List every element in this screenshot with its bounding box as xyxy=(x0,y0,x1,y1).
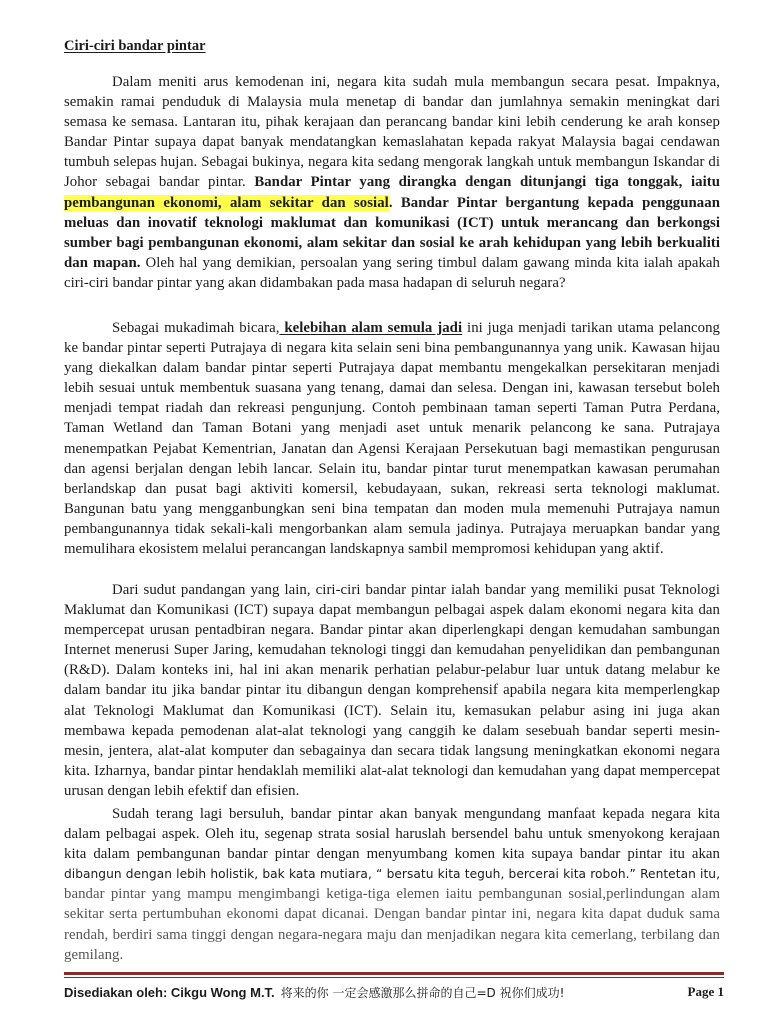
page-footer xyxy=(64,984,724,1004)
p4-conclusion: bandar pintar yang mampu mengimbangi ketiga-tiga elemen iaitu pembangunan sosial,perlindungan alam sekitar serta pertumbuhan ekonomi dapat dicanai. Dengan bandar pintar ini, negara kita dapat duduk sama rendah, berdiri sama tinggi dengan negara-negara maju dan menjadikan negara kita cemerlang, terbilang dan gemilang. xyxy=(64,886,720,963)
p2-key-point: kelebihan alam semula jadi xyxy=(279,320,463,336)
p1-intro: Dalam meniti arus kemodenan ini, negara kita sudah mula membangun secara pesat. Impaknya, semakin ramai penduduk di Malaysia mula menetap di bandar dan jumlahnya semakin meningkat dari semasa ke semasa. Lantaran itu, pihak kerajaan dan perancang bandar kini lebih cenderung ke arah konsep Bandar Pintar supaya dapat banyak mendatangkan kemaslahatan kepada rakyat Malaysia bagai cendawan tumbuh selepas hujan. Sebagai bukinya, negara kita sedang mengorak langkah untuk membangun Iskandar di Johor sebagai bandar pintar. xyxy=(64,74,720,191)
footer-credit xyxy=(64,984,564,1001)
p1-highlight: pembangunan ekonomi, alam sekitar dan sosial xyxy=(64,194,389,211)
p2-body: ini juga menjadi tarikan utama pelancong ke bandar pintar seperti Putrajaya di negara kita selain seni bina pembangunannya yang unik. Kawasan hijau yang diekalkan dalam bandar pintar seperti Putrajaya dapat membantu mengekalkan persekitaran menjadi lebih sesuai untuk membentuk suasana yang tenang, damai dan selesa. Dengan ini, kawasan tersebut boleh menjadi tempat riadah dan rekreasi pengunjung. Contoh pembinaan taman seperti Taman Putra Perdana, Taman Wetland dan Taman Botani yang menjadi aset untuk menarik pelancong ke sana. Putrajaya menempatkan Pejabat Kementrian, Janatan dan Agensi Kerajaan Persekutuan bagi memastikan pengurusan dan agensi berjalan dengan lebih lancar. Selain itu, bandar pintar turut menempatkan kawasan perumahan berlandskap dan pusat bagi aktiviti komersil, kebudayaan, sukan, rekreasi serta teknologi maklumat. Bangunan batu yang mengganbungkan seni bina tempatan dan moden mula memenuhi Putrajaya namun pembangunannya tidak sekali-kali mengorbankan alam semula jadinya. Putrajaya meruapkan bandar yang memulihara ekosistem melalui perancangan landskapnya sambil mempromosi kehidupan yang aktif. xyxy=(64,320,721,558)
p1-bold-lead: Bandar Pintar yang dirangka dengan ditunjangi tiga tonggak, iaitu xyxy=(254,174,720,191)
p4-body: Sudah terang lagi bersuluh, bandar pintar akan banyak mengundang manfaat kepada negara kita dalam pelbagai aspek. Oleh itu, segenap strata sosial haruslah bersendel bahu untuk smenyokong kerajaan kita dalam pembangunan bandar pintar dengan menyumbang komen kita supaya bandar pintar itu akan xyxy=(64,806,720,863)
paragraph-3: Dari sudut pandangan yang lain, ciri-ciri bandar pintar ialah bandar yang memiliki pusat Teknologi Maklumat dan Komunikasi (ICT) supaya dapat membangun pelbagai aspek dalam ekonomi negara kita dan mempercepat urusan pentadbiran negara. Bandar pintar akan diperlengkapi dengan kemudahan sambungan Internet menerusi Super Jaring, kemudahan teknologi tinggi dan kemudahan penyelidikan dan pembangunan (R&D). Dalam konteks ini, hal ini akan menarik perhatian pelabur-pelabur luar untuk datang melabur ke dalam bandar itu jika bandar pintar itu dibangun dengan komprehensif apabila negara kita memperlengkap alat Teknologi Maklumat dan Komunikasi (ICT). Selain itu, kemasukan pelabur asing ini juga akan membawa kepada pemodenan alat-alat teknologi yang canggih ke dalam sesebuah bandar seperti mesin-mesin, jentera, alat-alat komputer dan sebagainya dan secara tidak langsung meningkatkan ekonomi negara kita. Izharnya, bandar pintar hendaklah memiliki alat-alat teknologi dan kemudahan yang dapat mempercepat urusan dengan lebih efektif dan efisien. xyxy=(64,582,720,799)
footer-motto: 将来的你 一定会感激那么拼命的自己=D 祝你们成功! xyxy=(280,986,565,1000)
footer-rule-thick xyxy=(64,972,724,975)
p2-opening: Sebagai mukadimah bicara, xyxy=(112,320,280,336)
p4-proverb: dibangun dengan lebih holistik, bak kata mutiara, “ bersatu kita teguh, bercerai kita roboh.” Rentetan itu, xyxy=(64,867,720,882)
paragraph-2 xyxy=(64,318,720,559)
paragraph-1 xyxy=(64,72,720,293)
document-title: Ciri-ciri bandar pintar xyxy=(64,38,206,54)
p1-bold-thesis: . Bandar Pintar bergantung kepada penggunaan meluas dan inovatif teknologi maklumat dan komunikasi (ICT) untuk merancang dan berkongsi sumber bagi pembangunan ekonomi, alam sekitar dan sosial ke arah kehidupan yang lebih berkualiti dan mapan. xyxy=(64,194,720,271)
p1-question: Oleh hal yang demikian, persoalan yang sering timbul dalam gawang minda kita ialah apakah ciri-ciri bandar pintar yang akan didambakan pada masa hadapan di seluruh negara? xyxy=(64,254,720,291)
paragraph-4 xyxy=(64,804,720,965)
footer-prepared-by: Disediakan oleh: Cikgu Wong M.T. xyxy=(64,985,275,1000)
footer-rule-thin xyxy=(64,977,724,978)
page-number: Page 1 xyxy=(687,984,724,999)
